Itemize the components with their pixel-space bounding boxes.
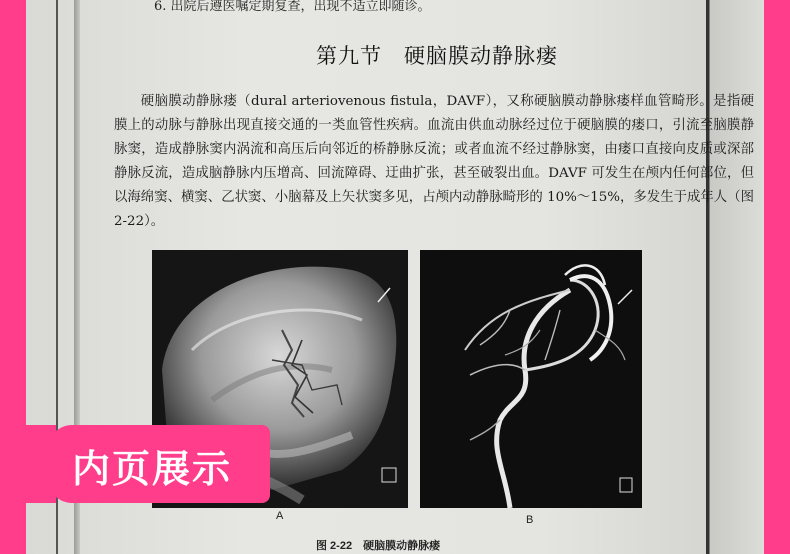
previous-text-line: 6. 出院后遵医嘱定期复查，出现不适立即随诊。 — [154, 0, 431, 14]
figure-a-label: A — [276, 510, 284, 522]
right-frame — [764, 0, 790, 554]
adjacent-page-edge — [706, 0, 764, 554]
figure-caption: 图 2-22 硬脑膜动静脉瘘 — [316, 540, 441, 552]
badge-text: 内页展示 — [72, 447, 233, 491]
paragraph-text: 硬脑膜动静脉瘘（dural arteriovenous fistula，DAVF），又称硬脑膜动静脉瘘样血管畸形。是指硬膜上的动脉与静脉出现直接交通的一类血管性疾病。血流由供血动脉经过位于硬脑膜的瘘口，引流至脑膜静脉窦，造成静脉窦内涡流和高压后向邻近的桥静脉反流；或者血流不经过静脉窦，由瘘口直接向皮质或深部静脉反流，造成脑静脉内压增高、回流障碍、迂曲扩张，甚至破裂出血。DAVF 可发生在颅内任何部位，但以海绵窦、横窦、乙状窦、小脑幕及上矢状窦多见，占颅内动静脉畸形的 10%～15%，多发生于成年人（图 2-22）。 — [114, 94, 754, 229]
figure-b-illustration — [420, 250, 642, 508]
left-frame — [0, 0, 26, 554]
section-title: 第九节 硬脑膜动静脉瘘 — [316, 44, 558, 68]
body-paragraph — [114, 90, 754, 234]
figure-b-image — [420, 250, 642, 508]
inner-page-badge — [48, 425, 270, 503]
figure-b-label: B — [526, 514, 534, 526]
